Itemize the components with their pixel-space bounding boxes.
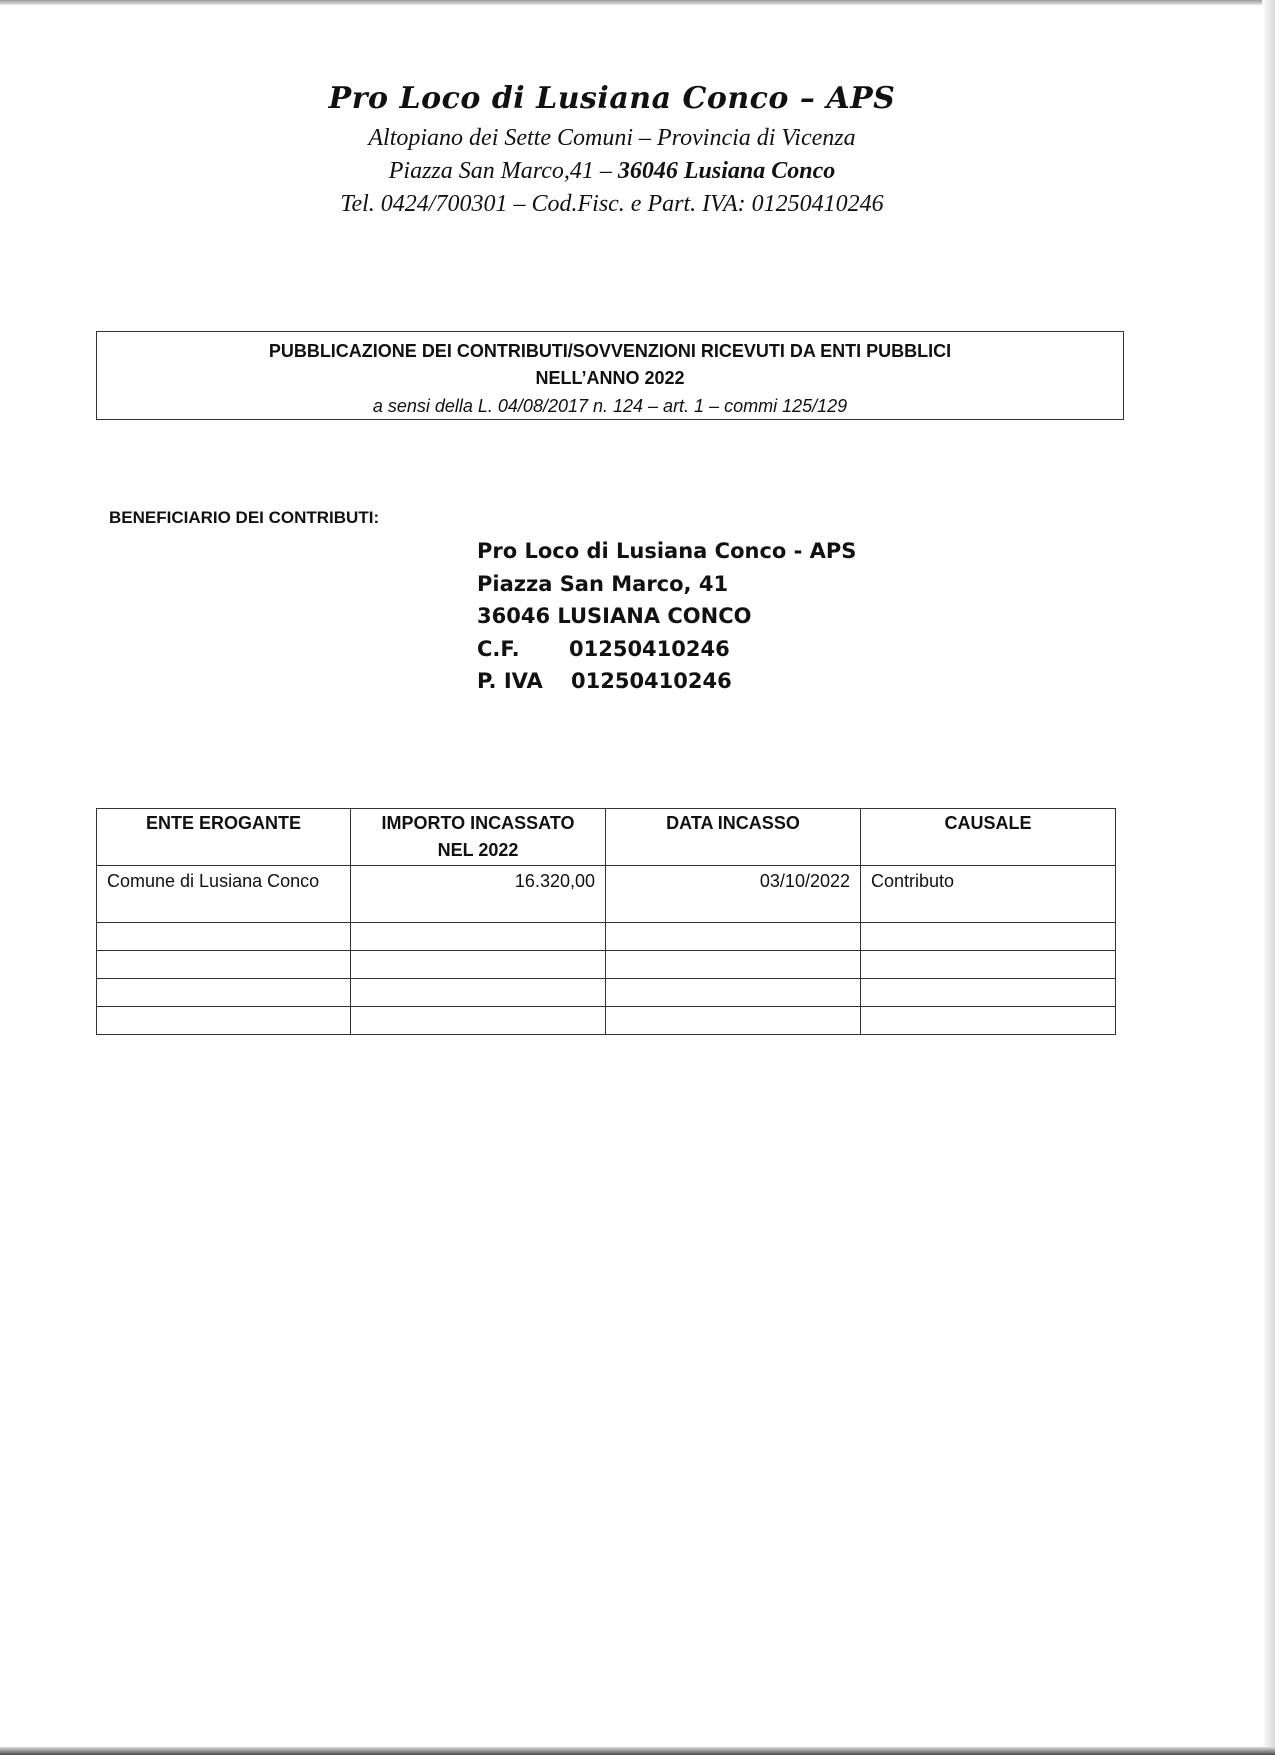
cf-value: 01250410246 bbox=[569, 636, 730, 661]
scan-edge-top bbox=[0, 0, 1275, 5]
empty-cell bbox=[861, 923, 1116, 951]
scan-edge-right bbox=[1262, 0, 1275, 1755]
address-city: 36046 Lusiana Conco bbox=[617, 158, 836, 184]
cell-importo: 16.320,00 bbox=[351, 866, 606, 923]
empty-cell bbox=[97, 979, 351, 1007]
piva-value: 01250410246 bbox=[571, 669, 732, 693]
organization-address bbox=[0, 155, 1224, 188]
empty-cell bbox=[861, 979, 1116, 1007]
empty-cell bbox=[97, 951, 351, 979]
empty-cell bbox=[351, 951, 606, 979]
table-row-empty bbox=[97, 951, 1116, 979]
cell-causale: Contributo bbox=[861, 866, 1116, 923]
empty-cell bbox=[351, 923, 606, 951]
beneficiary-label: BENEFICIARIO DEI CONTRIBUTI: bbox=[109, 508, 380, 527]
publication-title-box bbox=[96, 331, 1124, 420]
header-data-incasso: DATA INCASSO bbox=[606, 809, 861, 866]
table-row-empty bbox=[97, 1007, 1116, 1035]
beneficiary-city: 36046 LUSIANA CONCO bbox=[477, 604, 752, 628]
table-row bbox=[97, 866, 1116, 923]
scan-edge-bottom bbox=[0, 1747, 1275, 1755]
address-street: Piazza San Marco,41 – bbox=[388, 158, 612, 184]
empty-cell bbox=[606, 1007, 861, 1035]
beneficiary-cf bbox=[477, 633, 856, 666]
header-importo: IMPORTO INCASSATO NEL 2022 bbox=[351, 809, 606, 866]
header-causale: CAUSALE bbox=[861, 809, 1116, 866]
header-ente-erogante: ENTE EROGANTE bbox=[97, 809, 351, 866]
empty-cell bbox=[351, 1007, 606, 1035]
piva-label: P. IVA bbox=[477, 669, 543, 693]
contributions-table bbox=[96, 808, 1116, 1035]
empty-cell bbox=[606, 951, 861, 979]
title-line-1: PUBBLICAZIONE DEI CONTRIBUTI/SOVVENZIONI RICEVUTI DA ENTI PUBBLICI bbox=[268, 341, 952, 361]
empty-cell bbox=[606, 979, 861, 1007]
table-row-empty bbox=[97, 923, 1116, 951]
cell-ente: Comune di Lusiana Conco bbox=[97, 866, 351, 923]
beneficiary-street: Piazza San Marco, 41 bbox=[477, 571, 729, 596]
empty-cell bbox=[97, 923, 351, 951]
table-row-empty bbox=[97, 979, 1116, 1007]
letterhead bbox=[0, 76, 1224, 221]
title-line-2: NELL’ANNO 2022 bbox=[535, 368, 685, 388]
cell-data: 03/10/2022 bbox=[606, 866, 861, 923]
organization-contacts: Tel. 0424/700301 – Cod.Fisc. e Part. IVA: 01250410246 bbox=[340, 191, 884, 217]
beneficiary-piva bbox=[477, 665, 856, 698]
beneficiary-name: Pro Loco di Lusiana Conco - APS bbox=[477, 539, 857, 563]
empty-cell bbox=[351, 979, 606, 1007]
legal-reference: a sensi della L. 04/08/2017 n. 124 – art. 1 – commi 125/129 bbox=[372, 396, 848, 416]
empty-cell bbox=[861, 1007, 1116, 1035]
cf-label: C.F. bbox=[477, 636, 520, 661]
empty-cell bbox=[606, 923, 861, 951]
empty-cell bbox=[97, 1007, 351, 1035]
beneficiary-details bbox=[477, 535, 856, 698]
empty-cell bbox=[861, 951, 1116, 979]
organization-name: Pro Loco di Lusiana Conco – APS bbox=[328, 81, 896, 116]
table-header-row bbox=[97, 809, 1116, 866]
organization-region: Altopiano dei Sette Comuni – Provincia di Vicenza bbox=[368, 125, 856, 151]
